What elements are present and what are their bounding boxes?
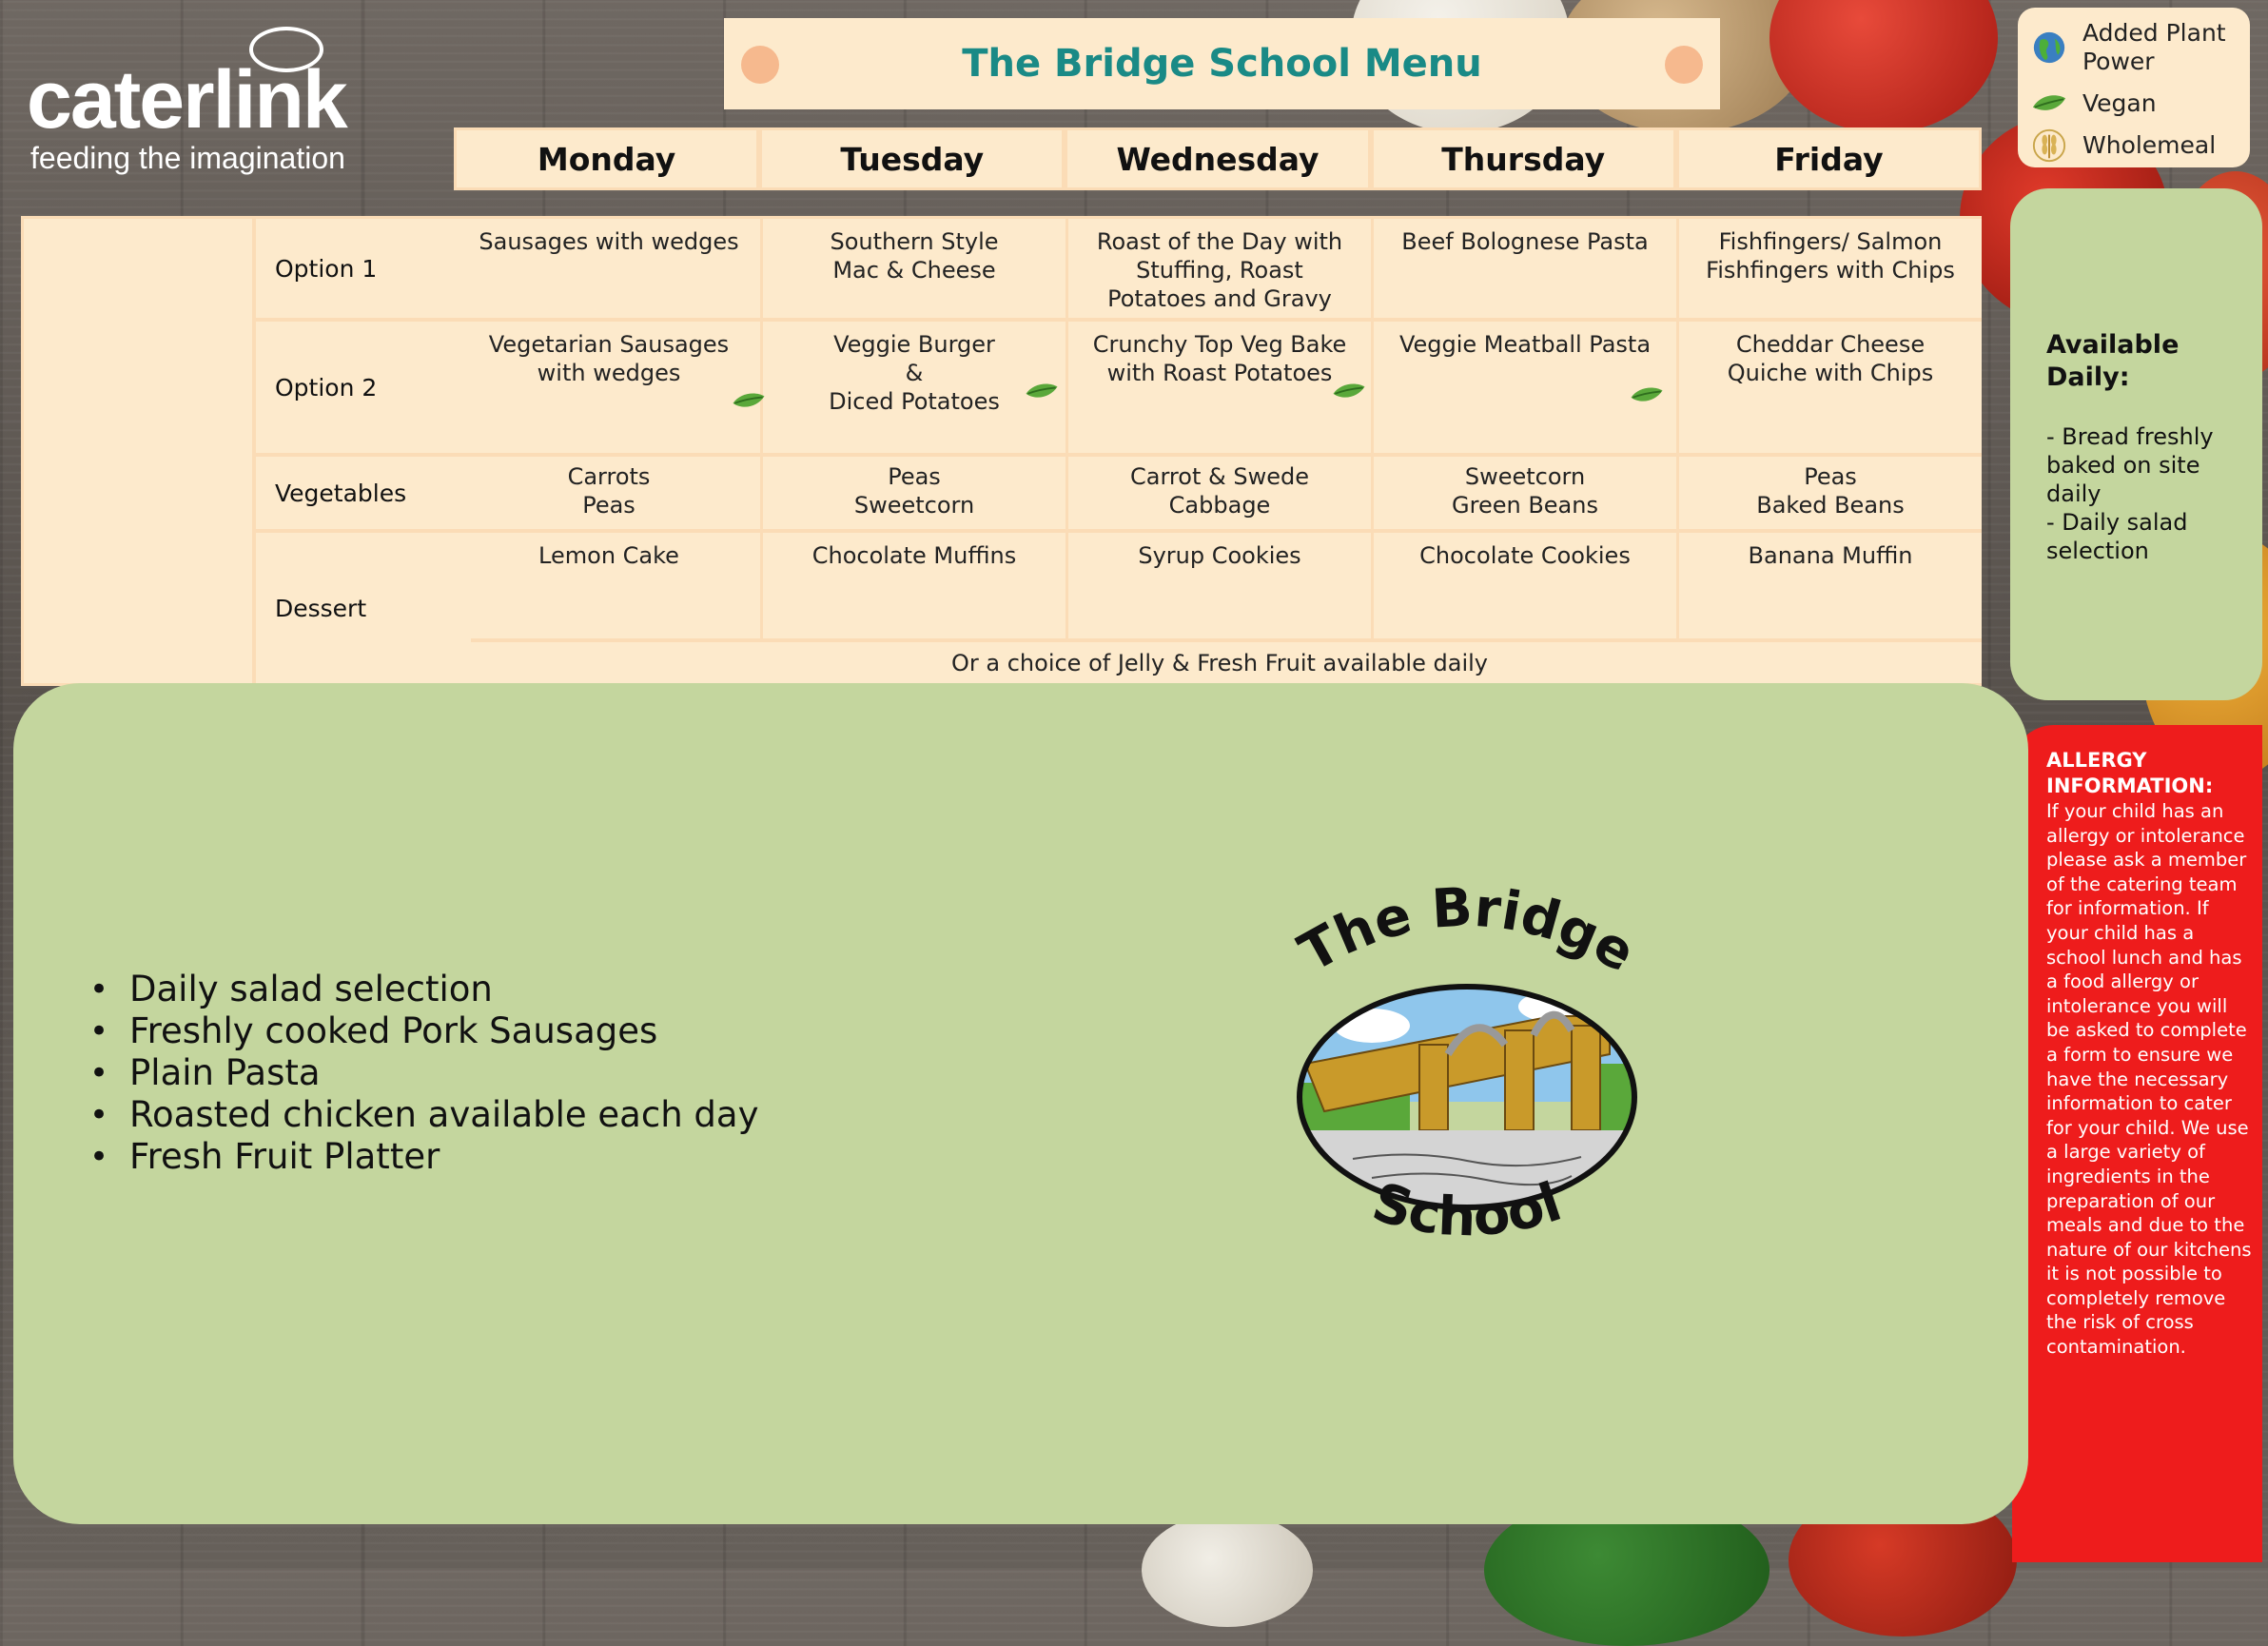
row-label-vegetables: Vegetables [256, 457, 471, 529]
svg-text:The Bridge [1289, 876, 1645, 984]
menu-table [21, 216, 1982, 686]
menu-left-margin [24, 219, 252, 683]
menu-cell: Veggie Meatball Pasta [1374, 322, 1676, 453]
menu-cell: Chocolate Cookies [1374, 533, 1676, 638]
vegetable-decoration [1142, 1513, 1313, 1627]
available-daily-panel [2010, 188, 2262, 700]
menu-cell: Syrup Cookies [1068, 533, 1371, 638]
menu-cell: Roast of the Day with Stuffing, Roast Potatoes and Gravy [1068, 219, 1371, 318]
menu-cell: Southern Style Mac & Cheese [763, 219, 1066, 318]
page-title: The Bridge School Menu [962, 42, 1482, 86]
menu-cell: Peas Baked Beans [1679, 457, 1982, 529]
bridge-logo-icon [1267, 864, 1667, 1273]
title-dot-left [741, 46, 779, 84]
menu-cell: Carrots Peas [458, 457, 760, 529]
menu-cell: Chocolate Muffins [763, 533, 1066, 638]
row-label-option-1: Option 1 [256, 219, 471, 318]
key-label: Wholemeal [2082, 131, 2217, 159]
menu-cell: Fishfingers/ Salmon Fishfingers with Chips [1679, 219, 1982, 318]
title-dot-right [1665, 46, 1703, 84]
dessert-note: Or a choice of Jelly & Fresh Fruit available daily [458, 642, 1982, 683]
brand-name: caterlink [27, 54, 346, 146]
wheat-icon [2031, 127, 2067, 164]
brand-tagline: feeding the imagination [30, 141, 345, 175]
day-header-monday: Monday [457, 130, 756, 187]
menu-cell: Crunchy Top Veg Bake with Roast Potatoes [1068, 322, 1371, 453]
vegan-leaf-icon [2031, 86, 2067, 122]
key-label: Vegan [2082, 89, 2157, 117]
row-label-dessert: Dessert [256, 533, 471, 683]
school-logo-line2: School [1365, 1171, 1570, 1249]
list-item: • Daily salad selection [89, 969, 758, 1010]
extras-list [89, 969, 758, 1178]
school-logo-line1: The Bridge [1289, 876, 1645, 985]
extras-panel [13, 683, 2028, 1524]
key-label: Added Plant Power [2082, 19, 2226, 75]
menu-cell: Beef Bolognese Pasta [1374, 219, 1676, 318]
menu-cell: Carrot & Swede Cabbage [1068, 457, 1371, 529]
menu-cell: Banana Muffin [1679, 533, 1982, 638]
allergy-title: ALLERGY INFORMATION: [2046, 749, 2214, 797]
menu-cell: Sweetcorn Green Beans [1374, 457, 1676, 529]
key-item-vegan [2031, 86, 2157, 122]
allergy-panel [2012, 725, 2262, 1562]
available-daily-title: Available Daily: [2046, 330, 2180, 392]
day-header-tuesday: Tuesday [762, 130, 1062, 187]
menu-cell: Cheddar Cheese Quiche with Chips [1679, 322, 1982, 453]
menu-cell: Lemon Cake [458, 533, 760, 638]
list-item: • Freshly cooked Pork Sausages [89, 1010, 758, 1052]
vegetable-decoration [1769, 0, 1998, 133]
list-item: • Roasted chicken available each day [89, 1094, 758, 1136]
day-header-thursday: Thursday [1374, 130, 1673, 187]
list-item: • Fresh Fruit Platter [89, 1136, 758, 1178]
day-header-row [454, 127, 1982, 190]
menu-cell: Veggie Burger & Diced Potatoes [763, 322, 1066, 453]
key-item-plant-power [2031, 19, 2226, 76]
vegan-leaf-icon [731, 391, 767, 412]
menu-cell: Sausages with wedges [458, 219, 760, 318]
day-header-wednesday: Wednesday [1067, 130, 1367, 187]
menu-key [2018, 8, 2250, 167]
allergy-text: If your child has an allergy or intolerance please ask a member of the catering team for information. If your child has a school lunch and has a food allergy or intolerance you will be asked to complete a form to ensure we have the necessary information to cater for your child. We use a large variety of ingredients in the preparation of our meals and due to the nature of our kitchens it is not possible to completely remove the risk of cross contamination. [2046, 800, 2252, 1359]
caterlink-logo [27, 21, 369, 175]
globe-icon [2031, 29, 2067, 66]
row-label-option-2: Option 2 [256, 322, 471, 453]
title-banner [724, 18, 1720, 109]
day-header-friday: Friday [1679, 130, 1979, 187]
vegan-leaf-icon [1629, 385, 1665, 406]
vegan-leaf-icon [1024, 382, 1060, 402]
available-daily-text: - Bread freshly baked on site daily - Daily salad selection [2046, 423, 2214, 564]
key-item-wholemeal [2031, 127, 2216, 164]
vegan-leaf-icon [1331, 382, 1367, 402]
menu-cell: Vegetarian Sausages with wedges [458, 322, 760, 453]
menu-cell: Peas Sweetcorn [763, 457, 1066, 529]
list-item: • Plain Pasta [89, 1052, 758, 1094]
